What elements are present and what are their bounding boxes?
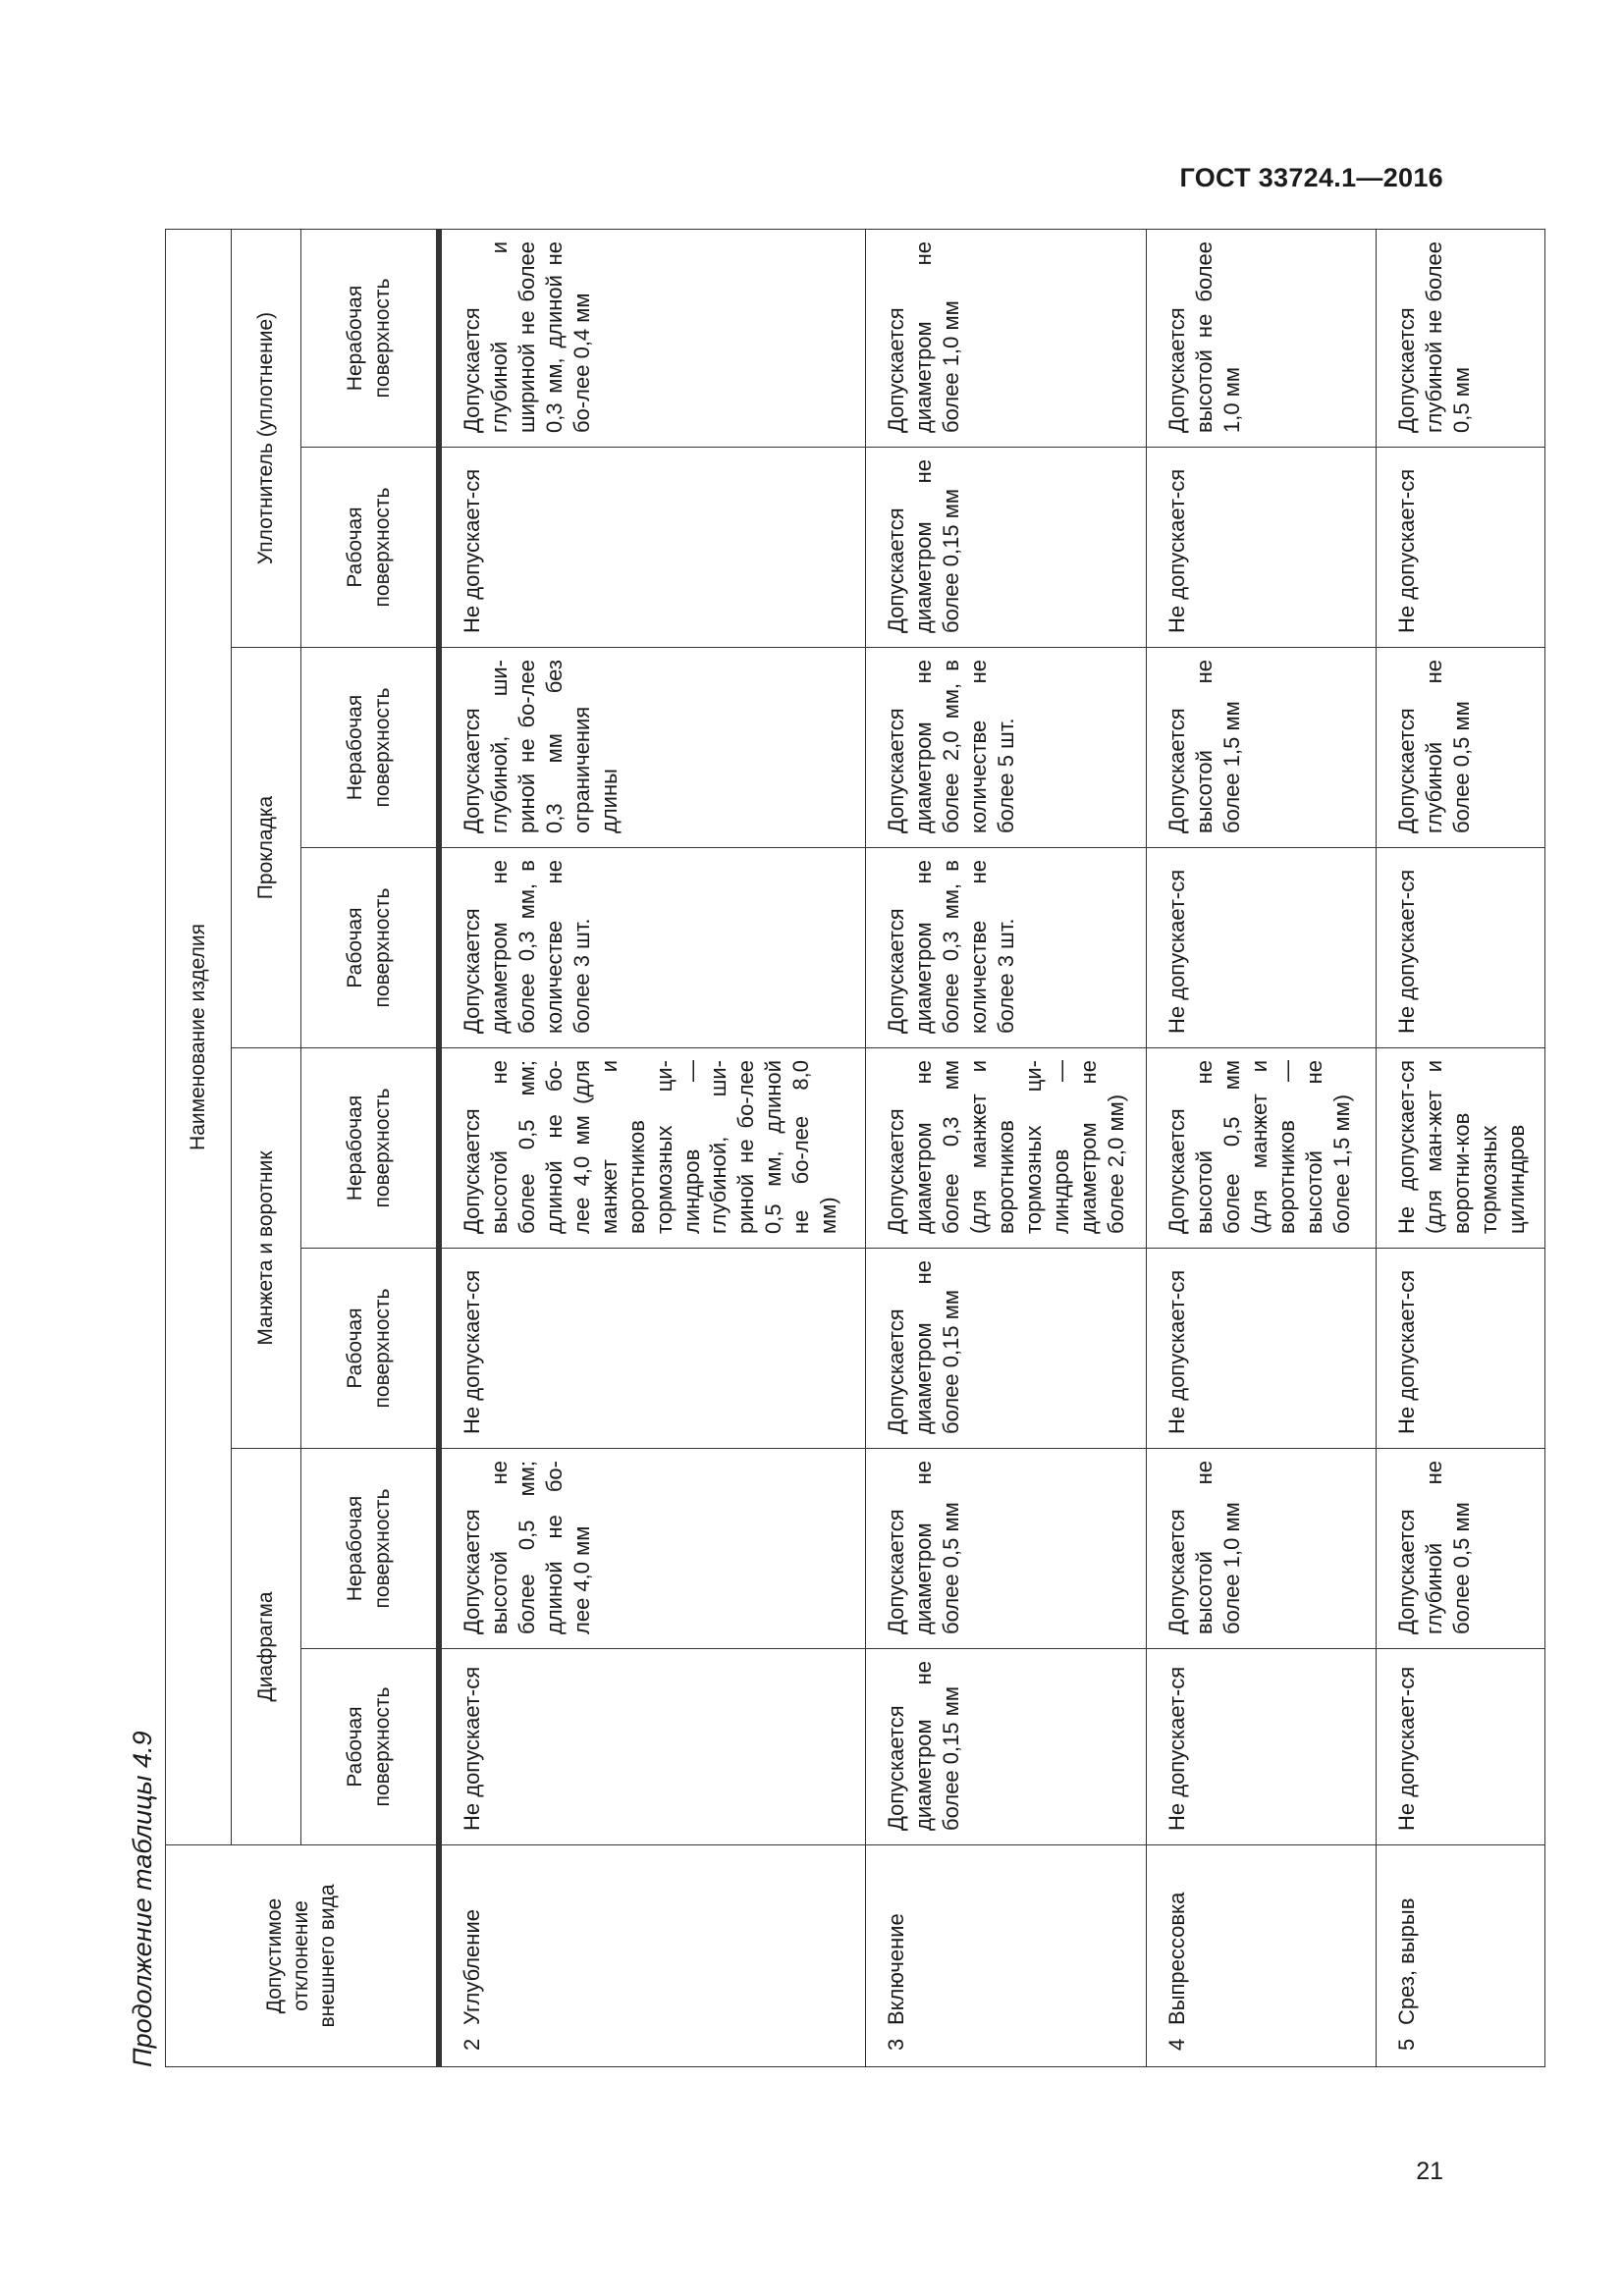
table-cell: Не допускает-ся [1377, 1249, 1545, 1449]
col-header-nonworking-surface: Нерабочая поверхность [301, 1449, 438, 1649]
table-cell: Допускается диаметром не более 0,3 мм, в количестве не более 3 шт. [866, 848, 1147, 1048]
col-header-seal: Уплотнитель (уплотнение) [232, 229, 301, 647]
header-row-2 [232, 229, 301, 2066]
table-cell: Допускается диаметром не более 0,15 мм [866, 448, 1147, 648]
table-cell: Допускается диаметром не более 2,0 мм, в количестве не более 5 шт. [866, 648, 1147, 848]
row-number: 5 [1394, 2038, 1419, 2051]
col-header-deviation: Допустимое отклонение внешнего вида [166, 1845, 438, 2067]
table-cell: Допускается глубиной, ши-риной не бо-лее 0,3 мм без ограничения длины [441, 648, 866, 848]
row-label [1147, 1845, 1377, 2067]
table-cell: Допускается диаметром не более 0,15 мм [866, 1249, 1147, 1449]
table-cell: Допускается диаметром не более 0,15 мм [866, 1649, 1147, 1845]
table-cell: Допускается высотой не более 1,0 мм [1147, 1449, 1377, 1649]
table-row [441, 229, 866, 2066]
table-cell: Не допускает-ся (для ман-жет и воротни-ков тормозных цилиндров [1377, 1048, 1545, 1249]
row-number: 3 [884, 2038, 908, 2051]
document-code: ГОСТ 33724.1—2016 [1179, 163, 1443, 192]
page-number: 21 [1416, 2158, 1443, 2185]
header-row-1 [166, 229, 232, 2066]
table-cell: Допускается диаметром не более 0,3 мм (для манжет и воротников тормозных ци-линдров — диаметром не более 2,0 мм) [866, 1048, 1147, 1249]
col-header-working-surface: Рабочая поверхность [301, 448, 438, 648]
table-cell: Не допускает-ся [441, 1249, 866, 1449]
col-header-nonworking-surface: Нерабочая поверхность [301, 1048, 438, 1249]
row-number: 4 [1164, 2038, 1189, 2051]
table-cell: Допускается высотой не более 0,5 мм; длиной не бо-лее 4,0 мм [441, 1449, 866, 1649]
table-cell: Допускается высотой не более 0,5 мм (для манжет и воротников — высотой не более 1,5 мм) [1147, 1048, 1377, 1249]
col-header-working-surface: Рабочая поверхность [301, 1249, 438, 1449]
table-cell: Допускается диаметром не более 1,0 мм [866, 229, 1147, 447]
row-name: Срез, вырыв [1394, 1897, 1419, 2025]
row-name: Углубление [460, 1909, 484, 2025]
col-header-diaphragm: Диафрагма [232, 1449, 301, 1845]
table-cell: Допускается диаметром не более 0,5 мм [866, 1449, 1147, 1649]
table-cell: Не допускает-ся [1377, 1649, 1545, 1845]
table-cell: Допускается глубиной не более 0,5 мм [1377, 1449, 1545, 1649]
table-cell: Не допускает-ся [1147, 1249, 1377, 1449]
table-cell: Допускается глубиной не более 0,5 мм [1377, 229, 1545, 447]
col-header-nonworking-surface: Нерабочая поверхность [301, 229, 438, 447]
header-row-3 [301, 229, 438, 2066]
col-header-cuff-collar: Манжета и воротник [232, 1048, 301, 1449]
table-row [1147, 229, 1377, 2066]
table-cell: Не допускает-ся [441, 1649, 866, 1845]
row-label [1377, 1845, 1545, 2067]
table-cell: Не допускает-ся [1377, 848, 1545, 1048]
table-row [866, 229, 1147, 2066]
row-number: 2 [460, 2038, 484, 2051]
table-cell: Не допускает-ся [441, 448, 866, 648]
table-caption: Продолжение таблицы 4.9 [128, 1731, 157, 2067]
col-header-gasket: Прокладка [232, 648, 301, 1048]
row-label [441, 1845, 866, 2067]
table-cell: Не допускает-ся [1147, 448, 1377, 648]
table-cell: Не допускает-ся [1147, 1649, 1377, 1845]
col-header-nonworking-surface: Нерабочая поверхность [301, 648, 438, 848]
table-cell: Допускается высотой не более 0,5 мм; длиной не бо-лее 4,0 мм (для манжет и воротников тормозных ци-линдров — глубиной, ши-риной не бо-лее 0,5 мм, длиной не бо-лее 8,0 мм) [441, 1048, 866, 1249]
table-cell: Не допускает-ся [1377, 448, 1545, 648]
table-cell: Допускается глубиной не более 0,5 мм [1377, 648, 1545, 848]
table-cell: Допускается диаметром не более 0,3 мм, в количестве не более 3 шт. [441, 848, 866, 1048]
col-header-working-surface: Рабочая поверхность [301, 1649, 438, 1845]
row-name: Выпрессовка [1164, 1892, 1189, 2025]
table-cell: Допускается глубиной и шириной не более 0,3 мм, длиной не бо-лее 0,4 мм [441, 229, 866, 447]
row-label [866, 1845, 1147, 2067]
row-name: Включение [884, 1913, 908, 2025]
table-cell: Не допускает-ся [1147, 848, 1377, 1048]
defects-table [165, 229, 1545, 2067]
col-header-product-name: Наименование изделия [166, 229, 232, 1844]
table-row [1377, 229, 1545, 2066]
table-cell: Допускается высотой не более 1,0 мм [1147, 229, 1377, 447]
table-cell: Допускается высотой не более 1,5 мм [1147, 648, 1377, 848]
col-header-working-surface: Рабочая поверхность [301, 848, 438, 1048]
